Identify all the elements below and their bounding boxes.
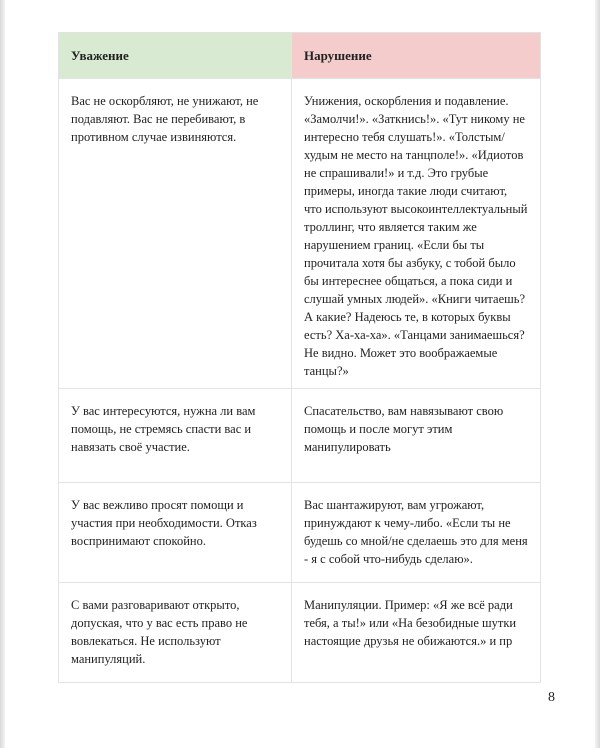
page-edge-right	[595, 0, 600, 748]
cell-respect: У вас вежливо просят помощи и участия при необходимости. Отказ воспринимают спокойно.	[59, 483, 292, 583]
cell-violation: Манипуляции. Пример: «Я же всё ради тебя, а ты!» или «На безобидные шутки настоящие друзья не обижаются.» и пр	[292, 583, 541, 683]
page-number: 8	[548, 690, 555, 705]
table-row	[59, 79, 541, 389]
page-edge-left	[0, 0, 5, 748]
table-row	[59, 389, 541, 483]
cell-violation: Спасательство, вам навязывают свою помощь и после могут этим манипулировать	[292, 389, 541, 483]
cell-violation: Вас шантажируют, вам угрожают, принуждают к чему-либо. «Если ты не будешь со мной/не сделаешь это для меня - я с собой что-нибудь сделаю».	[292, 483, 541, 583]
cell-respect: У вас интересуются, нужна ли вам помощь, не стремясь спасти вас и навязать своё участие.	[59, 389, 292, 483]
cell-respect: Вас не оскорбляют, не унижают, не подавляют. Вас не перебивают, в противном случае извиняются.	[59, 79, 292, 389]
boundaries-table	[58, 32, 541, 683]
table-row	[59, 483, 541, 583]
header-violation: Нарушение	[292, 33, 541, 79]
cell-violation: Унижения, оскорбления и подавление. «Замолчи!». «Заткнись!». «Тут никому не интересно тебя слушать!». «Толстым/худым не место на танцполе!». «Идиотов не спрашивали!» и т.д. Это грубые примеры, иногда такие люди считают, что используют высокоинтеллектуальный троллинг, что является таким же нарушением границ. «Если бы ты прочитала хотя бы азбуку, с тобой было бы интереснее общаться, а пока сиди и слушай умных людей». «Книги читаешь? А какие? Надеюсь те, в которых буквы есть? Ха-ха-ха». «Танцами занимаешься? Не видно. Может это воображаемые танцы?»	[292, 79, 541, 389]
table-header-row	[59, 33, 541, 79]
header-respect: Уважение	[59, 33, 292, 79]
cell-respect: С вами разговаривают открыто, допуская, что у вас есть право не вовлекаться. Не используют манипуляций.	[59, 583, 292, 683]
table-row	[59, 583, 541, 683]
